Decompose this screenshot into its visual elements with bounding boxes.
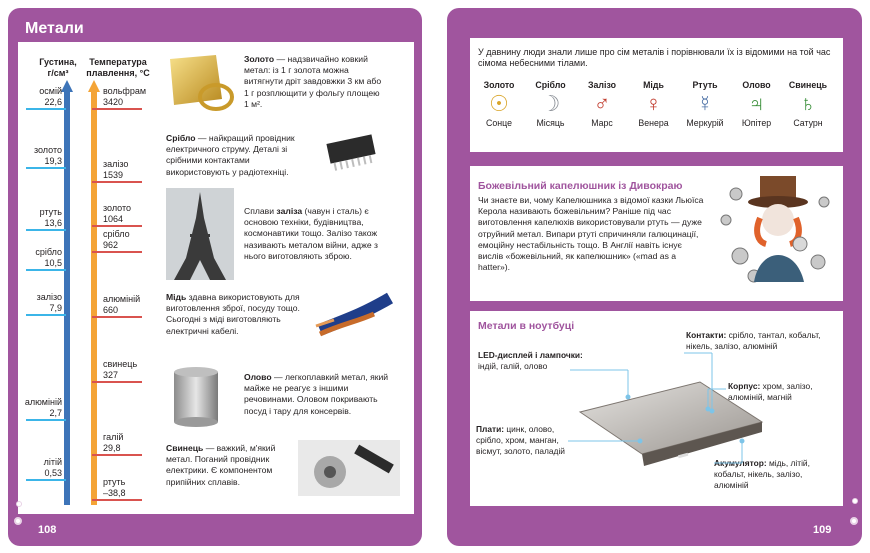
- battery-heading: Акумулятор:: [714, 458, 767, 468]
- laptop-title: Метали в ноутбуці: [478, 320, 575, 332]
- density-label: [20, 247, 62, 269]
- case-metals: хром, залізо, алюміній, магній: [728, 381, 813, 402]
- temperature-metal: золото: [103, 203, 132, 213]
- temperature-tick: [92, 499, 142, 501]
- temperature-value: 1064: [103, 214, 124, 224]
- planet-metal: Золото: [483, 80, 515, 90]
- density-value: 10,5: [44, 258, 62, 268]
- planet-metal: Срібло: [535, 80, 566, 90]
- battery-metals: мідь, літій, кобальт, нікель, залізо, алюміній: [714, 458, 810, 490]
- density-value: 0,53: [44, 468, 62, 478]
- temperature-tick: [92, 316, 142, 318]
- temperature-value: 3420: [103, 97, 124, 107]
- planet-item: [574, 80, 630, 128]
- metal-entry: Олово — легкоплавкий метал, який майже не реагує з іншими речовинами. Оловом покривають посуд і тару для консервів.: [244, 372, 389, 416]
- solder-image: [298, 440, 400, 496]
- led-heading: LED-дисплей і лампочки:: [478, 350, 583, 360]
- temperature-bar: [91, 91, 97, 505]
- density-value: 7,9: [49, 303, 62, 313]
- eiffel-tower-image: [166, 188, 234, 280]
- page-number: 109: [813, 524, 832, 536]
- planet-body: Сатурн: [793, 118, 823, 128]
- density-tick: [26, 314, 66, 316]
- temperature-metal: алюміній: [103, 294, 141, 304]
- metal-entry: Золото — надзвичайно ковкий метал: із 1 г золота можна витягнути дріт завдовжки 3 км або 1 г розплющити у фольгу площею 1 м².: [244, 54, 382, 109]
- temperature-value: 660: [103, 305, 119, 315]
- planet-metal: Ртуть: [692, 80, 718, 90]
- planet-symbol-icon: ♃: [748, 91, 765, 116]
- density-metal: залізо: [36, 292, 62, 302]
- temperature-tick: [92, 454, 142, 456]
- temperature-tick: [92, 108, 142, 110]
- temperature-value: 327: [103, 370, 119, 380]
- mad-hatter-image: [714, 172, 838, 292]
- chip-image: [320, 125, 382, 175]
- density-label: [20, 86, 62, 108]
- gold-image: [166, 53, 236, 115]
- temperature-value: 29,8: [103, 443, 121, 453]
- density-value: 2,7: [49, 408, 62, 418]
- temperature-label: [103, 477, 126, 499]
- planet-body: Марс: [591, 118, 613, 128]
- planet-item: [523, 80, 579, 128]
- temperature-tick: [92, 225, 142, 227]
- temperature-metal: срібло: [103, 229, 130, 239]
- temperature-tick: [92, 251, 142, 253]
- temperature-metal: залізо: [103, 159, 129, 169]
- contacts-metals: срібло, тантал, кобальт, нікель, залізо, алюміній: [686, 330, 821, 351]
- density-metal: алюміній: [24, 397, 62, 407]
- density-tick: [26, 419, 66, 421]
- metal-name: Олово: [244, 372, 272, 382]
- temperature-metal: вольфрам: [103, 86, 147, 96]
- planet-item: [677, 80, 733, 128]
- page-number: 108: [38, 524, 57, 536]
- density-value: 13,6: [44, 218, 62, 228]
- hatter-title: Божевільний капелюшник із Дивокраю: [478, 180, 683, 192]
- hatter-text: Чи знаєте ви, чому Капелюшника з відомої казки Льюїса Керола називають божевільним? Раніше під час виготовлення капелюхів використовували ртуть — дуже отруйний метал. Випари ртуті спричиняли галюцинації, емоційну нестабільність тощо. В Англії навіть існує вислів «божевільний, як капелюшник» («mad as a hatter»).: [478, 195, 704, 273]
- case-heading: Корпус:: [728, 381, 761, 391]
- density-tick: [26, 229, 66, 231]
- density-label: [20, 207, 62, 229]
- planets-intro: У давнину люди знали лише про сім металів і порівнювали їх із відомими на той час сімома небесними тілами.: [478, 47, 831, 68]
- corner-dot: [850, 517, 858, 525]
- planet-item: [780, 80, 836, 128]
- metal-name: Золото: [244, 54, 275, 64]
- metal-name: Свинець: [166, 443, 204, 453]
- planet-body: Юпітер: [741, 118, 772, 128]
- temperature-label: [103, 432, 123, 454]
- temperature-metal: свинець: [103, 359, 138, 369]
- corner-dot: [14, 517, 22, 525]
- density-metal: ртуть: [39, 207, 62, 217]
- planet-metal: Свинець: [788, 80, 828, 90]
- metal-entry: Свинець — важкий, м'який метал. Поганий провідник електрики. Є компонентом припійних сплавів.: [166, 443, 276, 487]
- planet-item: [471, 80, 527, 128]
- planet-metal: Залізо: [588, 80, 616, 90]
- planet-item: [729, 80, 785, 128]
- planet-body: Сонце: [486, 118, 512, 128]
- planet-metal: Олово: [742, 80, 771, 90]
- metal-entry: Срібло — найкращий провідник електричного струму. Деталі зі срібними контактами використовують у радіотехніці.: [166, 133, 295, 177]
- temperature-label: [103, 159, 128, 181]
- density-tick: [26, 269, 66, 271]
- density-value: 22,6: [44, 97, 62, 107]
- temperature-header: Температура плавлення, °С: [86, 57, 150, 78]
- contacts-heading: Контакти:: [686, 330, 727, 340]
- temperature-tick: [92, 181, 142, 183]
- planet-symbol-icon: ☉: [489, 91, 509, 116]
- temperature-label: [103, 86, 146, 108]
- density-metal: осмій: [39, 86, 62, 96]
- planet-symbol-icon: ♀: [645, 91, 662, 116]
- density-value: 19,3: [44, 156, 62, 166]
- density-label: [20, 145, 62, 167]
- temperature-metal: ртуть: [103, 477, 126, 487]
- density-tick: [26, 167, 66, 169]
- led-metals: індій, галій, олово: [478, 360, 548, 371]
- planet-metal: Мідь: [643, 80, 664, 90]
- density-tick: [26, 479, 66, 481]
- temperature-tick: [92, 381, 142, 383]
- planet-symbol-icon: ♄: [799, 91, 817, 116]
- page-title: Метали: [25, 20, 84, 37]
- density-bar: [64, 91, 70, 505]
- boards-metals: цинк, олово, срібло, хром, манган, вісмут, золото, паладій: [476, 424, 565, 456]
- planet-body: Меркурій: [686, 118, 724, 128]
- temperature-label: [103, 294, 140, 316]
- temperature-label: [103, 229, 130, 251]
- metal-name: Срібло: [166, 133, 196, 143]
- laptop-leader-lines: [470, 311, 843, 506]
- corner-dot: [852, 498, 858, 504]
- temperature-value: –38,8: [103, 488, 126, 498]
- planet-symbol-icon: ☿: [696, 91, 714, 116]
- metal-name: заліза: [276, 206, 303, 216]
- planet-body: Венера: [638, 118, 669, 128]
- metal-name: Мідь: [166, 292, 187, 302]
- density-label: [20, 457, 62, 479]
- temperature-value: 962: [103, 240, 119, 250]
- density-metal: срібло: [35, 247, 62, 257]
- density-header: Густина, г/см³: [39, 57, 77, 78]
- density-label: [20, 292, 62, 314]
- planet-symbol-icon: ♂: [593, 91, 611, 116]
- corner-dot: [16, 501, 22, 507]
- density-metal: золото: [33, 145, 62, 155]
- density-label: [20, 397, 62, 419]
- temperature-label: [103, 359, 137, 381]
- temperature-label: [103, 203, 131, 225]
- copper-cable-image: [314, 290, 394, 342]
- boards-heading: Плати:: [476, 424, 505, 434]
- metal-entry: Сплави заліза (чавун і сталь) є основою техніки, будівництва, космонавтики тощо. Залізо також називають металом війни, адже з нього виготовляють зброю.: [244, 206, 378, 261]
- tin-can-image: [166, 364, 226, 428]
- temperature-metal: галій: [103, 432, 124, 442]
- metal-entry: Мідь здавна використовують для виготовлення зброї, посуду тощо. Сьогодні з міді виготовляють електричні кабелі.: [166, 292, 300, 336]
- density-metal: літій: [43, 457, 62, 467]
- planet-item: [626, 80, 682, 128]
- density-tick: [26, 108, 66, 110]
- temperature-value: 1539: [103, 170, 124, 180]
- planet-body: Місяць: [536, 118, 565, 128]
- planet-symbol-icon: ☽: [540, 91, 561, 116]
